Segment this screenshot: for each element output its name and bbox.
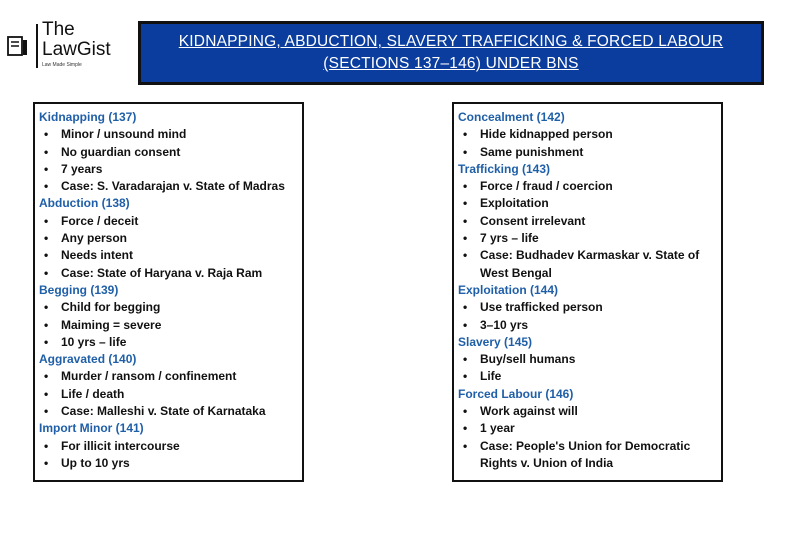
bullet-item: • Same punishment xyxy=(458,144,717,161)
bullet-item: • Case: S. Varadarajan v. State of Madras xyxy=(39,178,298,195)
section-bullet-list xyxy=(458,299,717,334)
section-heading: Import Minor (141) xyxy=(39,421,144,436)
section-heading: Slavery (145) xyxy=(458,334,533,349)
bullet-item: • Minor / unsound mind xyxy=(39,126,298,143)
bullet-item: • Murder / ransom / confinement xyxy=(39,368,298,385)
bullet-item: • Life xyxy=(458,368,717,385)
bullet-item: • Case: State of Haryana v. Raja Ram xyxy=(39,265,298,282)
right-sections-panel xyxy=(452,102,723,482)
section-heading: Abduction (138) xyxy=(39,196,130,211)
bullet-item: • Any person xyxy=(39,230,298,247)
bullet-item: • 1 year xyxy=(458,420,717,437)
brand-logo xyxy=(6,19,126,72)
section-heading: Aggravated (140) xyxy=(39,352,137,367)
logo-wordmark xyxy=(42,20,132,60)
section-bullet-list xyxy=(458,178,717,282)
bullet-item: • Case: People's Union for Democratic Rights v. Union of India xyxy=(458,438,717,473)
logo-line-1: The xyxy=(42,19,75,40)
section-bullet-list xyxy=(458,351,717,386)
section-heading: Begging (139) xyxy=(39,282,119,297)
bullet-item: • Hide kidnapped person xyxy=(458,126,717,143)
title-banner xyxy=(138,21,764,85)
section-bullet-list xyxy=(39,438,298,473)
bullet-item: • For illicit intercourse xyxy=(39,438,298,455)
law-book-icon xyxy=(6,34,30,58)
banner-title-line-2: (SECTIONS 137–146) UNDER BNS xyxy=(323,55,579,72)
bullet-item: • Needs intent xyxy=(39,247,298,264)
bullet-item: • 3–10 yrs xyxy=(458,317,717,334)
bullet-item: • Up to 10 yrs xyxy=(39,455,298,472)
section-heading: Kidnapping (137) xyxy=(39,110,137,124)
bullet-item: • Work against will xyxy=(458,403,717,420)
section-heading: Trafficking (143) xyxy=(458,161,551,176)
section-heading: Concealment (142) xyxy=(458,110,565,124)
bullet-item: • 7 yrs – life xyxy=(458,230,717,247)
bullet-item: • Force / fraud / coercion xyxy=(458,178,717,195)
left-sections-panel xyxy=(33,102,304,482)
section-bullet-list xyxy=(39,126,298,195)
bullet-item: • 7 years xyxy=(39,161,298,178)
bullet-item: • Maiming = severe xyxy=(39,317,298,334)
bullet-item: • Buy/sell humans xyxy=(458,351,717,368)
bullet-item: • Use trafficked person xyxy=(458,299,717,316)
bullet-item: • No guardian consent xyxy=(39,144,298,161)
banner-title-line-1: KIDNAPPING, ABDUCTION, SLAVERY TRAFFICKING & FORCED LABOUR xyxy=(178,33,724,50)
section-bullet-list xyxy=(39,299,298,351)
section-heading: Forced Labour (146) xyxy=(458,386,574,401)
section-bullet-list xyxy=(39,213,298,282)
section-bullet-list xyxy=(39,368,298,420)
bullet-item: • Child for begging xyxy=(39,299,298,316)
bullet-item: • 10 yrs – life xyxy=(39,334,298,351)
section-bullet-list xyxy=(458,403,717,472)
bullet-item: • Life / death xyxy=(39,386,298,403)
section-bullet-list xyxy=(458,126,717,161)
bullet-item: • Case: Budhadev Karmaskar v. State of West Bengal xyxy=(458,247,717,282)
bullet-item: • Force / deceit xyxy=(39,213,298,230)
logo-divider xyxy=(36,24,38,68)
bullet-item: • Consent irrelevant xyxy=(458,213,717,230)
logo-line-2: LawGist xyxy=(42,39,111,60)
bullet-item: • Exploitation xyxy=(458,195,717,212)
logo-tagline: Law Made Simple xyxy=(42,62,82,68)
bullet-item: • Case: Malleshi v. State of Karnataka xyxy=(39,403,298,420)
section-heading: Exploitation (144) xyxy=(458,282,559,297)
